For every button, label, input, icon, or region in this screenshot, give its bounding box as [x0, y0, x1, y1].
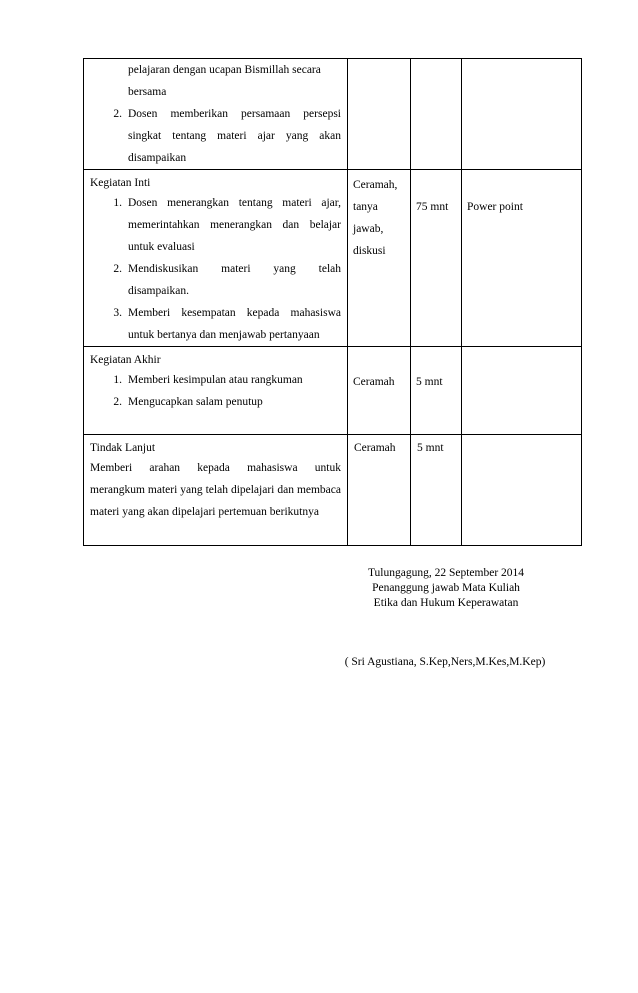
list-item — [84, 302, 341, 346]
item-text: Dosen memberikan persamaan persepsi singkat tentang materi ajar yang akan disampaikan — [128, 108, 341, 164]
item-number: 1. — [113, 374, 122, 386]
activity-cell — [84, 347, 348, 435]
course-name: Etika dan Hukum Keperawatan — [373, 597, 519, 609]
item-text: Mengucapkan salam penutup — [128, 396, 263, 408]
table-row — [84, 435, 582, 546]
media-cell — [462, 347, 582, 435]
item-number: 1. — [113, 197, 122, 209]
signer-role: Penanggung jawab Mata Kuliah — [372, 582, 520, 594]
list-item — [84, 258, 341, 302]
item-continuation: bersama — [128, 86, 167, 98]
table-row — [84, 347, 582, 435]
item-text: Dosen menerangkan tentang materi ajar, memerintahkan menerangkan dan belajar untuk evaluasi — [128, 197, 341, 253]
time-cell — [411, 347, 462, 435]
method-cell — [348, 170, 411, 347]
time-cell — [411, 435, 462, 546]
time-cell — [411, 170, 462, 347]
item-number: 2. — [113, 263, 122, 275]
method-cell — [348, 435, 411, 546]
method-text: Ceramah, tanya jawab, diskusi — [353, 179, 398, 257]
list-item — [84, 103, 341, 169]
time-cell — [411, 59, 462, 170]
follow-up-text: Memberi arahan kepada mahasiswa untuk merangkum materi yang telah dipelajari dan membaca materi yang akan dipelajari pertemuan berikutnya — [90, 462, 341, 518]
item-number: 3. — [113, 307, 122, 319]
media-cell — [462, 170, 582, 347]
time-text: 5 mnt — [416, 376, 443, 388]
method-text: Ceramah — [353, 376, 395, 388]
method-cell — [348, 59, 411, 170]
item-text: Memberi kesempatan kepada mahasiswa untuk bertanya dan menjawab pertanyaan — [128, 307, 341, 341]
item-number: 2. — [113, 396, 122, 408]
signature-block — [330, 566, 562, 611]
item-number: 2. — [113, 108, 122, 120]
media-text: Power point — [467, 201, 523, 213]
section-title: Tindak Lanjut — [90, 442, 156, 454]
media-cell — [462, 59, 582, 170]
signer-name: ( Sri Agustiana, S.Kep,Ners,M.Kes,M.Kep) — [344, 656, 546, 668]
media-cell — [462, 435, 582, 546]
item-text: Memberi kesimpulan atau rangkuman — [128, 374, 303, 386]
media-text — [462, 347, 581, 371]
table-row — [84, 170, 582, 347]
section-title: Kegiatan Akhir — [90, 354, 161, 366]
place-date: Tulungagung, 22 September 2014 — [367, 567, 525, 579]
table-row — [84, 59, 582, 170]
method-cell — [348, 347, 411, 435]
time-text: 5 mnt — [417, 442, 444, 454]
item-text: Mendiskusikan materi yang telah disampaikan. — [128, 263, 341, 297]
lesson-plan-table — [83, 58, 582, 546]
item-continuation: pelajaran dengan ucapan Bismillah secara — [128, 64, 321, 76]
section-title: Kegiatan Inti — [90, 177, 151, 189]
list-item — [84, 391, 341, 413]
activity-cell — [84, 435, 348, 546]
list-item — [84, 369, 341, 391]
activity-cell — [84, 59, 348, 170]
activity-cell — [84, 170, 348, 347]
media-text — [462, 435, 581, 439]
list-item — [84, 192, 341, 258]
method-text: Ceramah — [354, 442, 396, 454]
time-text: 75 mnt — [416, 201, 449, 213]
